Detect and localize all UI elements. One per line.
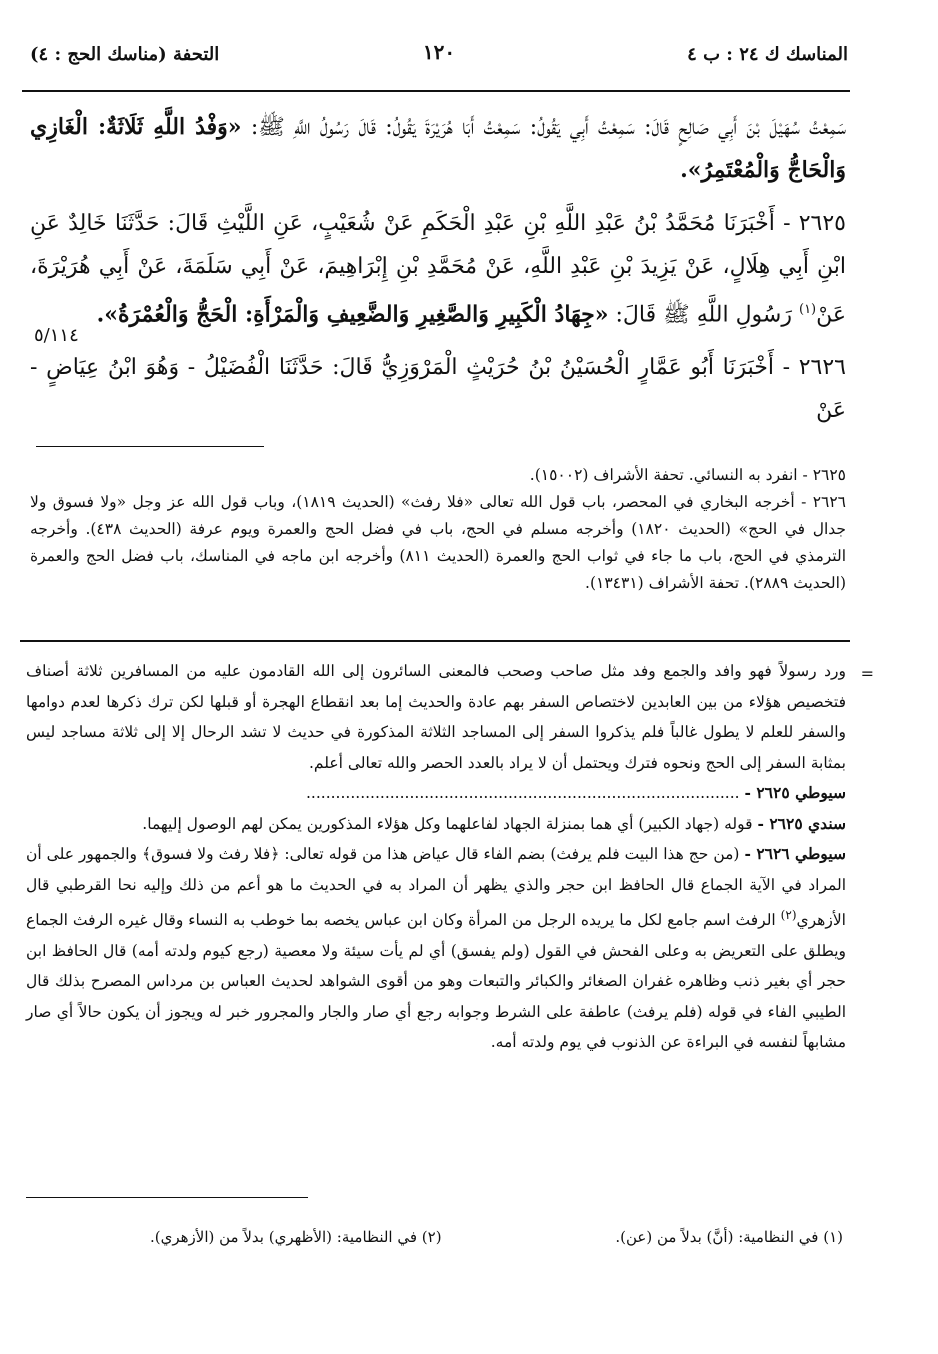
header-book-reference: المناسك ك ٢٤ : ب ٤	[687, 44, 848, 65]
takhrij-2626: ٢٦٢٦ - أخرجه البخاري في المحصر، باب قول الله تعالى «فلا رفث» (الحديث ١٨١٩)، وباب قول الله عز وجل «ولا فسوق ولا جدال في الحج» (الحديث ١٨٢٠) وأخرجه مسلم في الحج، باب في فضل الحج والعمرة ويوم عرفة (الحديث ٤٣٨). وأخرجه الترمذي في الحج، باب ما جاء في ثواب الحج والعمرة (الحديث ٨١١) وأخرجه ابن ماجه في المناسك، باب فضل الحج والعمرة (الحديث ٢٨٨٩). تحفة الأشراف (١٣٤٣١).	[30, 493, 847, 592]
footnote-ref[interactable]: (١)	[798, 302, 817, 317]
hadith-2625	[30, 202, 846, 336]
hadith-2626	[30, 346, 846, 432]
suyuti-2625	[26, 778, 846, 809]
continuation-mark: =	[860, 664, 874, 683]
header-rule	[22, 90, 850, 92]
commentary-text: قوله (جهاد الكبير) أي هما بمنزلة الجهاد لفاعلهما وكل هؤلاء المذكورين يمكن لهم الوصول إليهما.	[142, 814, 758, 833]
hadith-matn: «وَفْدُ اللَّهِ ثَلَاثَةٌ: الْغَازِي وَالْحَاجُّ وَالْمُعْتَمِرُ».	[30, 114, 846, 183]
hadith-chain: ٢٦٢٦ - أَخْبَرَنَا أَبُو عَمَّارٍ الْحُسَيْنُ بْنُ حُرَيْثٍ الْمَرْوَزِيُّ قَالَ: حَدَّثَنَا الْفُضَيْلُ - وَهُوَ ابْنُ عِيَاضٍ - عَنْ	[30, 355, 846, 424]
commentary-label: سيوطي ٢٦٢٦ -	[744, 844, 846, 863]
page-number: ١٢٠	[422, 40, 456, 64]
hadith-paragraph	[30, 106, 846, 192]
footnote-1: (١) في النظامية: (أنَّ) بدلاً من (عن).	[615, 1228, 843, 1246]
header-commentary-reference: التحفة (مناسك الحج : ٤)	[30, 44, 220, 65]
hadith-chain-end: رَسُولِ اللَّهِ ﷺ قَالَ:	[608, 302, 799, 328]
footnote-ref[interactable]: (٢)	[780, 908, 797, 922]
hadith-matn: «جِهَادُ الْكَبِيرِ وَالصَّغِيرِ وَالضَّعِيفِ وَالْمَرْأَةِ: الْحَجُّ وَالْعُمْرَةُ».	[96, 301, 609, 328]
takhrij-rule	[36, 446, 264, 447]
commentary-text: الرفث اسم جامع لكل ما يريده الرجل من المرأة وكان ابن عباس يخصه بما خوطب به النساء وقال غيره الرفث الجماع ويطلق على التعريض به وعلى الفحش في القول (ولم يفسق) أي لم يأت سيئة ولا معصية (رجع كيوم ولدته أمه) قال الحافظ ابن حجر أي بغير ذنب وظاهره غفران الصغائر والكبائر والتبعات وهو من أقوى الشواهد لحديث العباس بن مرداس المصرح بذلك قال الطيبي الفاء في قوله (فلم يرفث) عاطفة على الشرط وجوابه رجع أي صار والجار والمجرور خبر له ويجوز أن يكون حالاً أي صار مشابهاً لنفسه في البراءة عن الذنوب في يوم ولدته أمه.	[26, 911, 846, 1052]
suyuti-2626	[26, 839, 846, 1058]
commentary-label: سيوطي ٢٦٢٥ -	[744, 783, 846, 802]
page-header	[30, 40, 848, 76]
section-rule	[20, 640, 850, 642]
takhrij-section	[30, 462, 846, 597]
margin-volume-marker: ٥/١١٤	[34, 325, 79, 346]
sindi-2625	[26, 809, 846, 840]
dot-leader: ........................................................................................	[306, 784, 740, 802]
footnotes	[150, 1228, 843, 1256]
commentary-text: (من حج هذا البيت فلم يرفث) بضم الفاء قال عياض هذا من قوله تعالى: ﴿فلا رفث ولا فسوق﴾ والجمهور على أن المراد في الآية الجماع قال الحافظ ابن حجر والذي يظهر أن المراد به في الحديث ما هو أعم من ذلك وإليه نحا القرطبي قال الأزهري	[26, 845, 846, 930]
commentary-section	[26, 656, 846, 1058]
hadith-text	[30, 106, 846, 432]
takhrij-2625: ٢٦٢٥ - انفرد به النسائي. تحفة الأشراف (١٥٠٠٢).	[529, 466, 846, 484]
hadith-chain: سَمِعْتُ سُهَيْلَ بْنَ أَبِي صَالِحٍ قَالَ: سَمِعْتُ أَبِي يَقُولُ: سَمِعْتُ أَبَا هُرَيْرَةَ يَقُولُ: قَالَ رَسُولُ اللَّهِ ﷺ:	[241, 115, 846, 140]
footnote-2: (٢) في النظامية: (الأظهري) بدلاً من (الأزهري).	[150, 1228, 442, 1246]
footnote-rule	[26, 1197, 308, 1198]
commentary-continued: ورد رسولاً فهو وافد والجمع وفد مثل صاحب وصحب فالمعنى السائرون إلى الله القادمون عليه من المسافرين ثلاثة أصناف فتخصيص هؤلاء من بين العابدين لاختصاص السفر بهم عادة والحديث إما بعد انقطاع الهجرة أو قبلها لكن ترك ذكرها لعدم دوامها والسفر للعلم لا يطول غالباً فلم يذكروا السفر إلى المساجد الثلاثة المذكورة في حديث لا تشد الرحال إلا إلى ثلاثة مساجد ليس بمثابة السفر إلى الحج ونحوه فترك ويحتمل أن لا يراد بالعدد الحصر والله تعالى أعلم.	[26, 662, 846, 772]
hadith-chain: ٢٦٢٥ - أَخْبَرَنَا مُحَمَّدُ بْنُ عَبْدِ اللَّهِ بْنِ عَبْدِ الْحَكَمِ عَنْ شُعَيْبٍ، عَنِ اللَّيْثِ قَالَ: حَدَّثَنَا خَالِدٌ عَنِ ابْنِ أَبِي هِلَالٍ، عَنْ يَزِيدَ بْنِ عَبْدِ اللَّهِ، عَنْ مُحَمَّدِ بْنِ إِبْرَاهِيمَ، عَنْ أَبِي سَلَمَةَ، عَنْ أَبِي هُرَيْرَةَ، عَنْ	[30, 211, 846, 328]
commentary-label: سندي ٢٦٢٥ -	[757, 813, 846, 833]
